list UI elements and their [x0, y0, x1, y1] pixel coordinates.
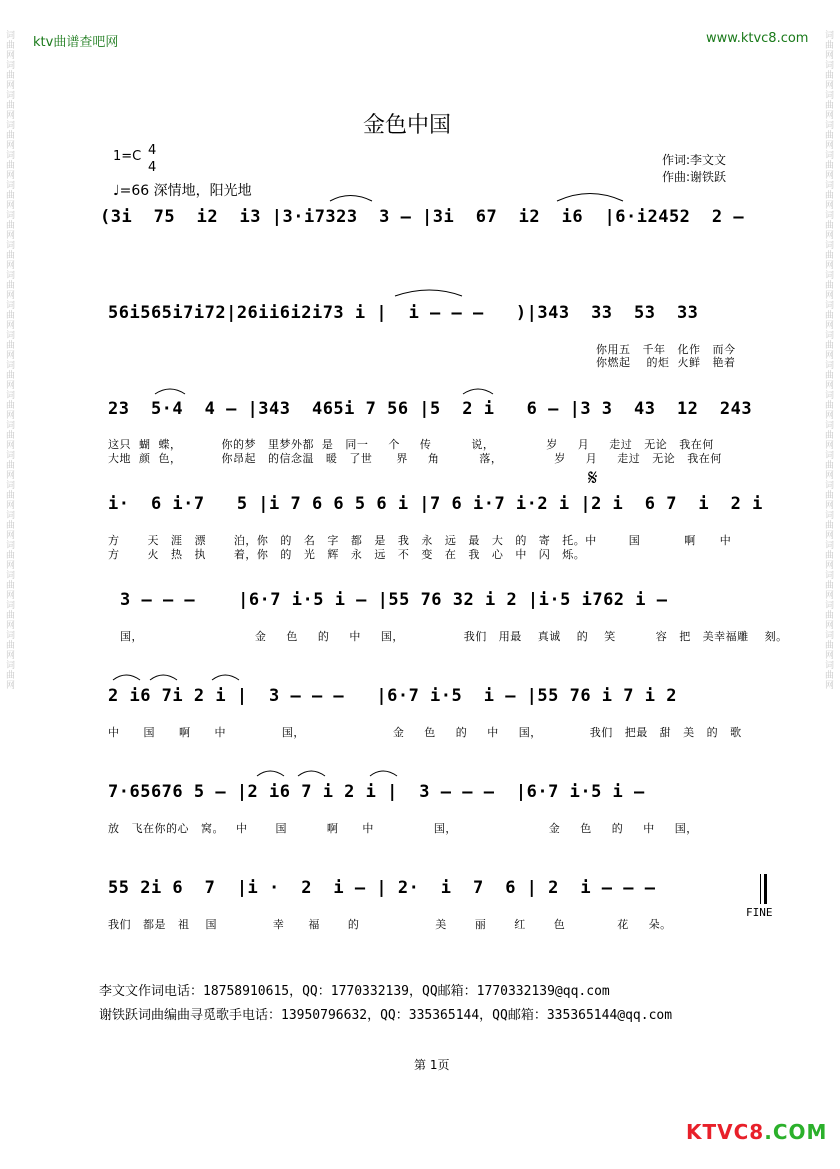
slur — [370, 771, 397, 776]
slur — [557, 194, 623, 202]
right-margin-watermark: 词曲网词曲网词曲网词曲网词曲网词曲网词曲网词曲网词曲网词曲网词曲网词曲网词曲网词曲网词曲网词曲网词曲网词曲网词曲网词曲网词曲网词曲网 — [823, 30, 833, 690]
lyric-line-3b: 大地 颜 色， 你昂起 的信念温 暖 了世 界 角 落， 岁 月 走过 无论 我在何 — [108, 452, 722, 465]
slur — [113, 675, 140, 680]
composer: 作曲:谢铁跃 — [662, 170, 727, 184]
score-line-3: 23 5·4 4 – |343 465i 7 56 |5 2 i 6 – |3 3 43 12 243 — [108, 399, 753, 419]
fine-marking: FINE — [746, 906, 773, 919]
key-signature: 1=C — [113, 149, 142, 164]
site-name-left: ktv曲谱查吧网 — [33, 35, 119, 50]
lyric-line-3a: 这只 蝴 蝶， 你的梦 里梦外都 是 同一 个 传 说， 岁 月 走过 无论 我在何 — [108, 438, 714, 451]
logo-ktv: KTVC8 — [686, 1120, 765, 1144]
lyricist-contact: 李文文作词电话：18758910615，QQ：1770332139，QQ邮箱：1770332139@qq.com — [99, 984, 610, 999]
lyric-line-7: 放 飞在你的心 窝。 中 国 啊 中 国， 金 色 的 中 国， — [108, 822, 698, 835]
left-margin-watermark: 词曲网词曲网词曲网词曲网词曲网词曲网词曲网词曲网词曲网词曲网词曲网词曲网词曲网词曲网词曲网词曲网词曲网词曲网词曲网词曲网词曲网词曲网 — [4, 30, 14, 690]
slur — [212, 675, 239, 680]
score-line-6: 2 i6 7i 2 i | 3 – – – |6·7 i·5 i – |55 76 i 7 i 2 — [108, 686, 677, 706]
slur — [298, 771, 325, 776]
score-line-8: 55 2i 6 7 |i · 2 i – | 2· i 7 6 | 2 i – – – — [108, 878, 656, 898]
slur — [395, 290, 462, 296]
lyricist: 作词:李文文 — [662, 153, 727, 167]
slur — [257, 771, 284, 776]
lyric-line-4b: 方 火 热 执 着，你 的 光 辉 永 远 不 变 在 我 心 中 闪 烁。 — [108, 548, 586, 561]
lyric-line-4a: 方 天 涯 漂 泊，你 的 名 字 都 是 我 永 远 最 大 的 寄 托。中 国 啊 中 — [108, 534, 732, 547]
lyric-line-2b: 你燃起 的炬 火鲜 艳着 — [596, 356, 736, 369]
song-title: 金色中国 — [363, 113, 452, 138]
score-line-7: 7·65676 5 – |2 i6 7 i 2 i | 3 – – – |6·7 i·5 i – — [108, 782, 645, 802]
lyric-line-5: 国， 金 色 的 中 国， 我们 用最 真诚 的 笑 容 把 美幸福雕 刻。 — [120, 630, 788, 643]
time-bottom: 4 — [148, 160, 157, 175]
ktvc8-logo — [686, 1120, 827, 1144]
lyric-line-6: 中 国 啊 中 国， 金 色 的 中 国， 我们 把最 甜 美 的 歌 — [108, 726, 742, 739]
score-line-2: 56i565i7i72|26ii6i2i73 i | i – – – )|343 33 53 33 — [108, 303, 699, 323]
score-line-5: 3 – – – |6·7 i·5 i – |55 76 32 i 2 |i·5 i762 i – — [120, 590, 668, 610]
lyric-line-8: 我们 都是 祖 国 幸 福 的 美 丽 红 色 花 朵。 — [108, 918, 672, 931]
site-url-right[interactable]: www.ktvc8.com — [706, 31, 809, 46]
segno-sign: 𝄋 — [588, 466, 598, 491]
slur — [330, 196, 372, 202]
slur — [150, 675, 177, 680]
logo-com: .COM — [764, 1120, 828, 1144]
time-top: 4 — [148, 143, 157, 158]
slur — [155, 389, 185, 394]
composer-contact: 谢铁跃词曲编曲寻觅歌手电话：13950796632，QQ：335365144，QQ邮箱：335365144@qq.com — [99, 1008, 673, 1023]
page-number: 第 1页 — [414, 1058, 450, 1072]
slur — [463, 389, 493, 394]
tempo-marking: ♩=66 深情地，阳光地 — [113, 183, 252, 199]
score-line-1: (3i 75 i2 i3 |3·i7323 3 – |3i 67 i2 i6 |6·i2452 2 – — [100, 207, 745, 227]
lyric-line-2a: 你用五 千年 化作 而今 — [596, 343, 736, 356]
score-line-4: i· 6 i·7 5 |i 7 6 6 5 6 i |7 6 i·7 i·2 i |2 i 6 7 i 2 i — [108, 494, 763, 514]
